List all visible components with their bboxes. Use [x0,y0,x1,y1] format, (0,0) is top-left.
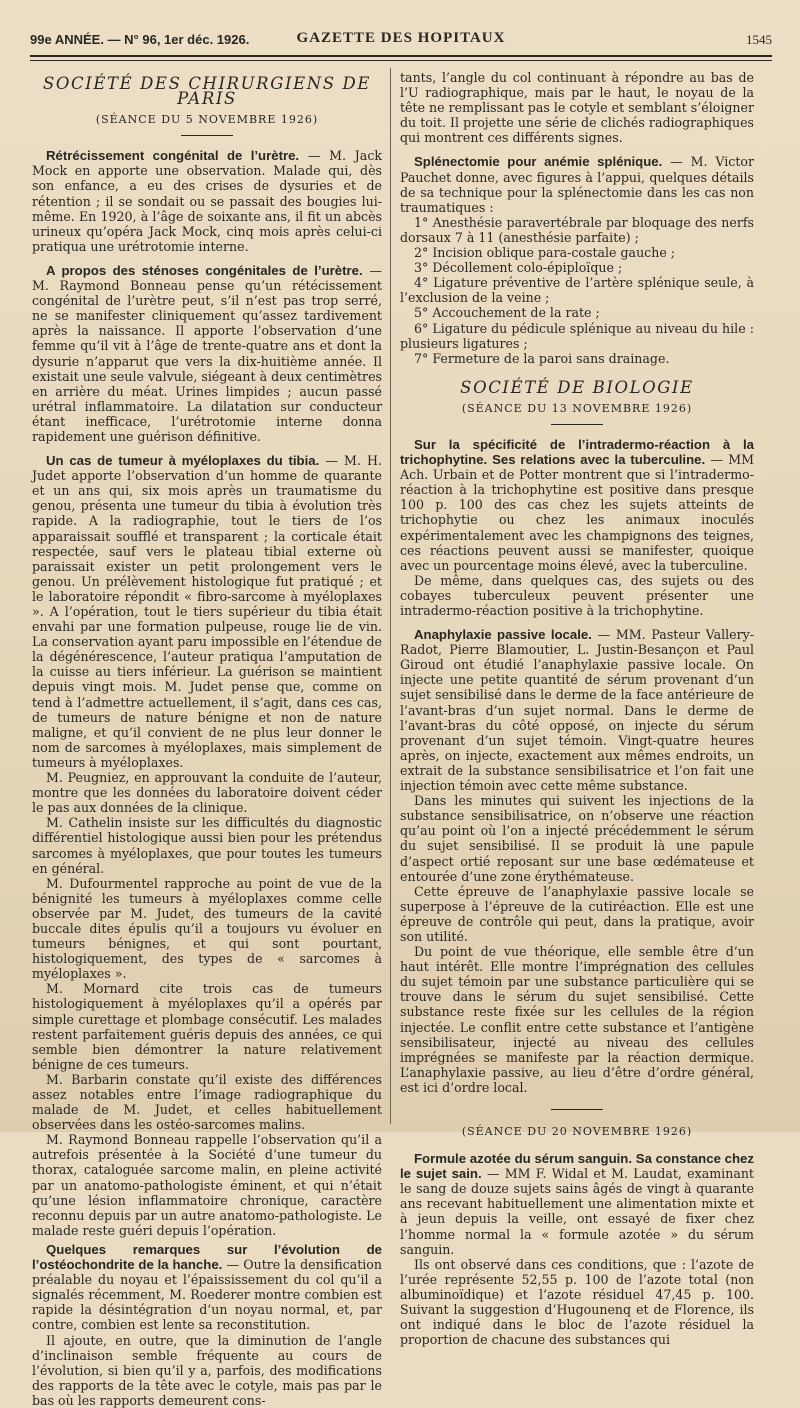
paragraph-bonneau: M. Raymond Bonneau rappelle l’observation qu’il a autrefois présentée à la Société d’une tumeur du thorax, cataloguée sarcome malin, en pleine activité par un anatomo-pathologiste éminent, et qui n’était qu’une lésion inflammatoire chronique, caractère reconnu depuis par un autre anatomo-pathologiste. Le malade reste guéri depuis l’opération. [32,1132,382,1238]
header-rule [30,55,772,57]
article-body: — M. H. Judet apporte l’observation d’un homme de quarante et un ans qui, six mois après un traumatisme du genou, présenta une tumeur du tibia à évolution très rapide. A la radiographie, tout le tiers de l’os apparaissait soufflé et transparent ; la corticale était respectée, sauf vers le plateau tibial externe où paraissait exister un petit prolongement vers le genou. Un prélèvement histologique fut pratiqué ; et le laboratoire répondit « fibro-sarcome à myéloplaxes ». A l’opération, tout le tiers supérieur du tibia était envahi par une formation pulpeuse, rouge lie de vin. La conservation ayant paru impossible en l’étendue de la dégénérescence, l’auteur pratiqua l’amputation de la cuisse au tiers inférieur. La guérison se maintient depuis vingt mois. M. Judet pense que, comme on tend à l’admettre actuellement, il s’agit, dans ces cas, de tumeurs de nature bénigne et non de nature maligne, et qu’il convient de ne plus leur donner le nom de sarcomes à myéloplaxes, mais simplement de tumeurs à myéloplaxes. [32,453,382,770]
article-heading: Un cas de tumeur à myéloplaxes du tibia. [46,453,320,469]
article-heading: Splénectomie pour anémie splénique. [414,154,663,170]
article-anaphylaxie [400,627,754,793]
article-heading: Formule azotée du sérum sanguin. Sa constance chez le sujet sain. [400,1151,754,1182]
section-rule [181,135,233,136]
page-number: 1545 [746,32,772,47]
column-divider [390,68,391,1124]
article-osteochondrite [32,1242,382,1333]
right-column [400,70,754,1347]
paragraph-dufourmentel: M. Dufourmentel rapproche au point de vue de la bénignité les tumeurs à myéloplaxes comme celle observée par M. Judet, des tumeurs de la cavité buccale dites épulis qu’il a toujours vu évoluer en tumeurs bénignes, et qui sont pourtant, histologiquement, des types de « sarcomes à myéloplaxes ». [32,875,382,982]
left-column [32,70,382,1408]
list-item: 1° Anesthésie paravertébrale par bloquage des nerfs dorsaux 7 à 11 (anesthésie parfaite) ; [400,214,754,245]
technique-steps-list [400,215,754,366]
list-item: 2° Incision oblique para-costale gauche ; [414,245,676,261]
article-heading: Sur la spécificité de l’intradermo-réaction à la trichophytine. Ses relations avec la tuberculine. [400,436,754,468]
article-heading: Rétrécissement congénital de l’urètre. [46,148,300,164]
article-heading: Quelques remarques sur l’évolution de l’ostéochondrite de la hanche. [32,1241,382,1273]
list-item: 4° Ligature préventive de l’artère splénique seule, à l’exclusion de la veine ; [400,275,754,306]
paragraph-anaphylaxie-3: Cette épreuve de l’anaphylaxie passive locale se superpose à l’épreuve de la cutiréaction. Elle est une épreuve de contrôle qui peut, dans la pratique, avoir son utilité. [400,883,754,944]
journal-title: GAZETTE DES HOPITAUX [296,30,506,46]
article-body: — M. Raymond Bonneau pense qu’un rétécissement congénital de l’urètre peut, s’il n’est pas trop serré, ne se manifester cliniquement qu’assez tardivement après la naissance. Il apporte l’observation d’une femme qu’il vit à l’âge de trente-quatre ans et dont la dysurie n’apparut que vers la dix-huitième année. Il existait une seule valvule, siégeant à deux centimètres en arrière du méat. Urines limpides ; aucun passé urétral inflammatoire. La dilatation sur conducteur étant inefficace, l’urétrotomie interne donna rapidement une guérison définitive. [32,262,382,444]
article-body: — M. Victor Pauchet donne, avec figures à l’appui, quelques détails de sa technique pour la splénectomie dans les cas non traumatiques : [400,154,755,215]
article-body: — MM F. Widal et M. Laudat, examinant le sang de douze sujets sains âgés de vingt à quarante ans recevant habituellement une alimentation mixte et à jeun depuis la veille, ont essayé de fixer chez l’homme normal la « formule azotée » du sérum sanguin. [400,1166,754,1257]
list-item: 3° Décollement colo-épiploïque ; [414,260,623,276]
article-retrecissement [32,148,382,254]
article-body: — M. Jack Mock en apporte une observation. Malade qui, dès son enfance, a eu des crises de dysuries et de rétention ; il se sondait ou se passait des bougies lui-même. En 1920, à l’âge de soixante ans, il fit un abcès urineux qu’opéra Jack Mock, cinq mois après celui-ci pratiqua une urétrotomie interne. [32,148,383,254]
session-date: (SÉANCE DU 5 NOVEMBRE 1926) [95,113,319,127]
society-title-chirurgiens: SOCIÉTÉ DES CHIRURGIENS DE PARIS [42,74,372,109]
issue-info: 99e ANNÉE. — N° 96, 1er déc. 1926. [30,32,250,47]
paragraph-continuation: tants, l’angle du col continuant à répondre au bas de l’U radiographique, mais par le haut, le noyau de la tête ne remplissant pas le cotyle et semblant s’éloigner du toit. Il projette une série de clichés radiographiques qui montrent ces différents signes. [400,70,754,146]
paragraph-formule-azotee-2: Ils ont observé dans ces conditions, que : l’azote de l’urée représente 52,55 p. 100 de l’azote total (non albuminoïdique) et l’azote résiduel 47,45 p. 100. Suivant la suggestion d’Hugounenq et de Florence, ils ont indiqué dans le bloc de l’azote résiduel la proportion de chacune des substances qui [400,1256,754,1348]
session-date: (SÉANCE DU 13 NOVEMBRE 1926) [461,401,693,415]
article-body: — MM Ach. Urbain et de Potter montrent que si l’intradermo-réaction à la trichophytine est positive dans presque 100 p. 100 des cas chez les sujets atteints de trichophytie ou chez les animaux inoculés expérimentalement avec les champignons des teignes, ces réactions peuvent aussi se manifester, quoique avec un pourcentage moins élevé, avec la tuberculine. [400,452,755,573]
article-splenectomie [400,154,754,214]
article-stenoses [32,263,382,444]
society-title-biologie: SOCIÉTÉ DE BIOLOGIE [460,377,694,397]
paragraph-osteochondrite-2: Il ajoute, en outre, que la diminution de l’angle d’inclinaison semble fréquente au cours de l’évolution, si bien qu’il y a, parfois, des modifications des rapports de la tête avec le cotyle, mais pas par le bas où les rapports demeurent cons- [32,1332,382,1408]
article-body: — Outre la densification préalable du noyau et l’épaississement du col qu’il a signalés récemment, M. Roederer montre combien est rapide la désintégration d’un noyau normal, et, par contre, combien est lente sa reconstitution. [32,1257,382,1333]
article-body: — MM. Pasteur Vallery-Radot, Pierre Blamoutier, L. Justin-Besançon et Paul Giroud ont étudié l’anaphylaxie passive locale. On injecte une petite quantité de sérum provenant d’un sujet sensibilisé dans le derme de la face antérieure de l’avant-bras d’un sujet normal. Dans le derme de l’avant-bras du côté opposé, on injecte du sérum provenant d’un sujet témoin. Vingt-quatre heures après, on injecte, exactement aux mêmes endroits, un extrait de la substance sensibilisatrice et l’on fait une injection témoin avec cette même substance. [400,627,754,794]
page-header [30,28,772,50]
section-rule [551,424,603,425]
paragraph-anaphylaxie-2: Dans les minutes qui suivent les injections de la substance sensibilisatrice, on n’observe une réaction qu’au point où l’on a injecté précédemment le sérum du sujet sensibilisé. Il se produit là une papule d’aspect ortié reposant sur une base œdémateuse et entourée d’une zone érythémateuse. [400,793,754,884]
article-heading: Anaphylaxie passive locale. [414,627,592,643]
header-rule-thin [30,60,772,61]
article-myeloplaxes [32,453,382,770]
list-item: 7° Fermeture de la paroi sans drainage. [414,350,670,366]
paragraph-trichophytine-2: De même, dans quelques cas, des sujets ou des cobayes tuberculeux peuvent présenter une intradermo-réaction positive à la trichophytine. [400,572,754,618]
paragraph-mornard: M. Mornard cite trois cas de tumeurs histologiquement à myéloplaxes qu’il a opérés par simple curettage et plombage consécutif. Les malades restent parfaitement guéris depuis des années, ce qui semble bien démontrer la nature relativement bénigne de ces tumeurs. [32,981,382,1072]
paragraph-barbarin: M. Barbarin constate qu’il existe des différences assez notables entre l’image radiographique du malade de M. Judet, et celles habituellement observées dans les ostéo-sarcomes malins. [32,1071,382,1133]
article-trichophytine [400,437,754,573]
paragraph-anaphylaxie-4: Du point de vue théorique, elle semble être d’un haut intérêt. Elle montre l’imprégnation des cellules du sujet témoin par une substance particulière qui se trouve dans le sérum du sujet sensibilisé. Cette substance reste fixée sur les cellules de la région injectée. Le conflit entre cette substance et l’antigène sensibilisateur, injecté au niveau des cellules imprégnées se manifeste par la réaction dermique. L’anaphylaxie passive, au lieu d’être d’ordre général, est ici d’ordre local. [400,944,754,1095]
paragraph-peugniez: M. Peugniez, en approuvant la conduite de l’auteur, montre que les données du laboratoire doivent céder le pas aux données de la clinique. [32,770,382,816]
list-item: 5° Accouchement de la rate ; [414,305,600,321]
session-date: (SÉANCE DU 20 NOVEMBRE 1926) [461,1125,693,1138]
list-item: 6° Ligature du pédicule splénique au niveau du hile : plusieurs ligatures ; [400,320,754,351]
article-heading: A propos des sténoses congénitales de l’urètre. [46,262,363,278]
section-rule [551,1109,603,1110]
article-formule-azotee [400,1151,754,1257]
paragraph-cathelin: M. Cathelin insiste sur les difficultés du diagnostic différentiel histologique aussi bien pour les prétendus sarcomes à myéloplaxes, que pour toutes les tumeurs en général. [32,815,382,876]
